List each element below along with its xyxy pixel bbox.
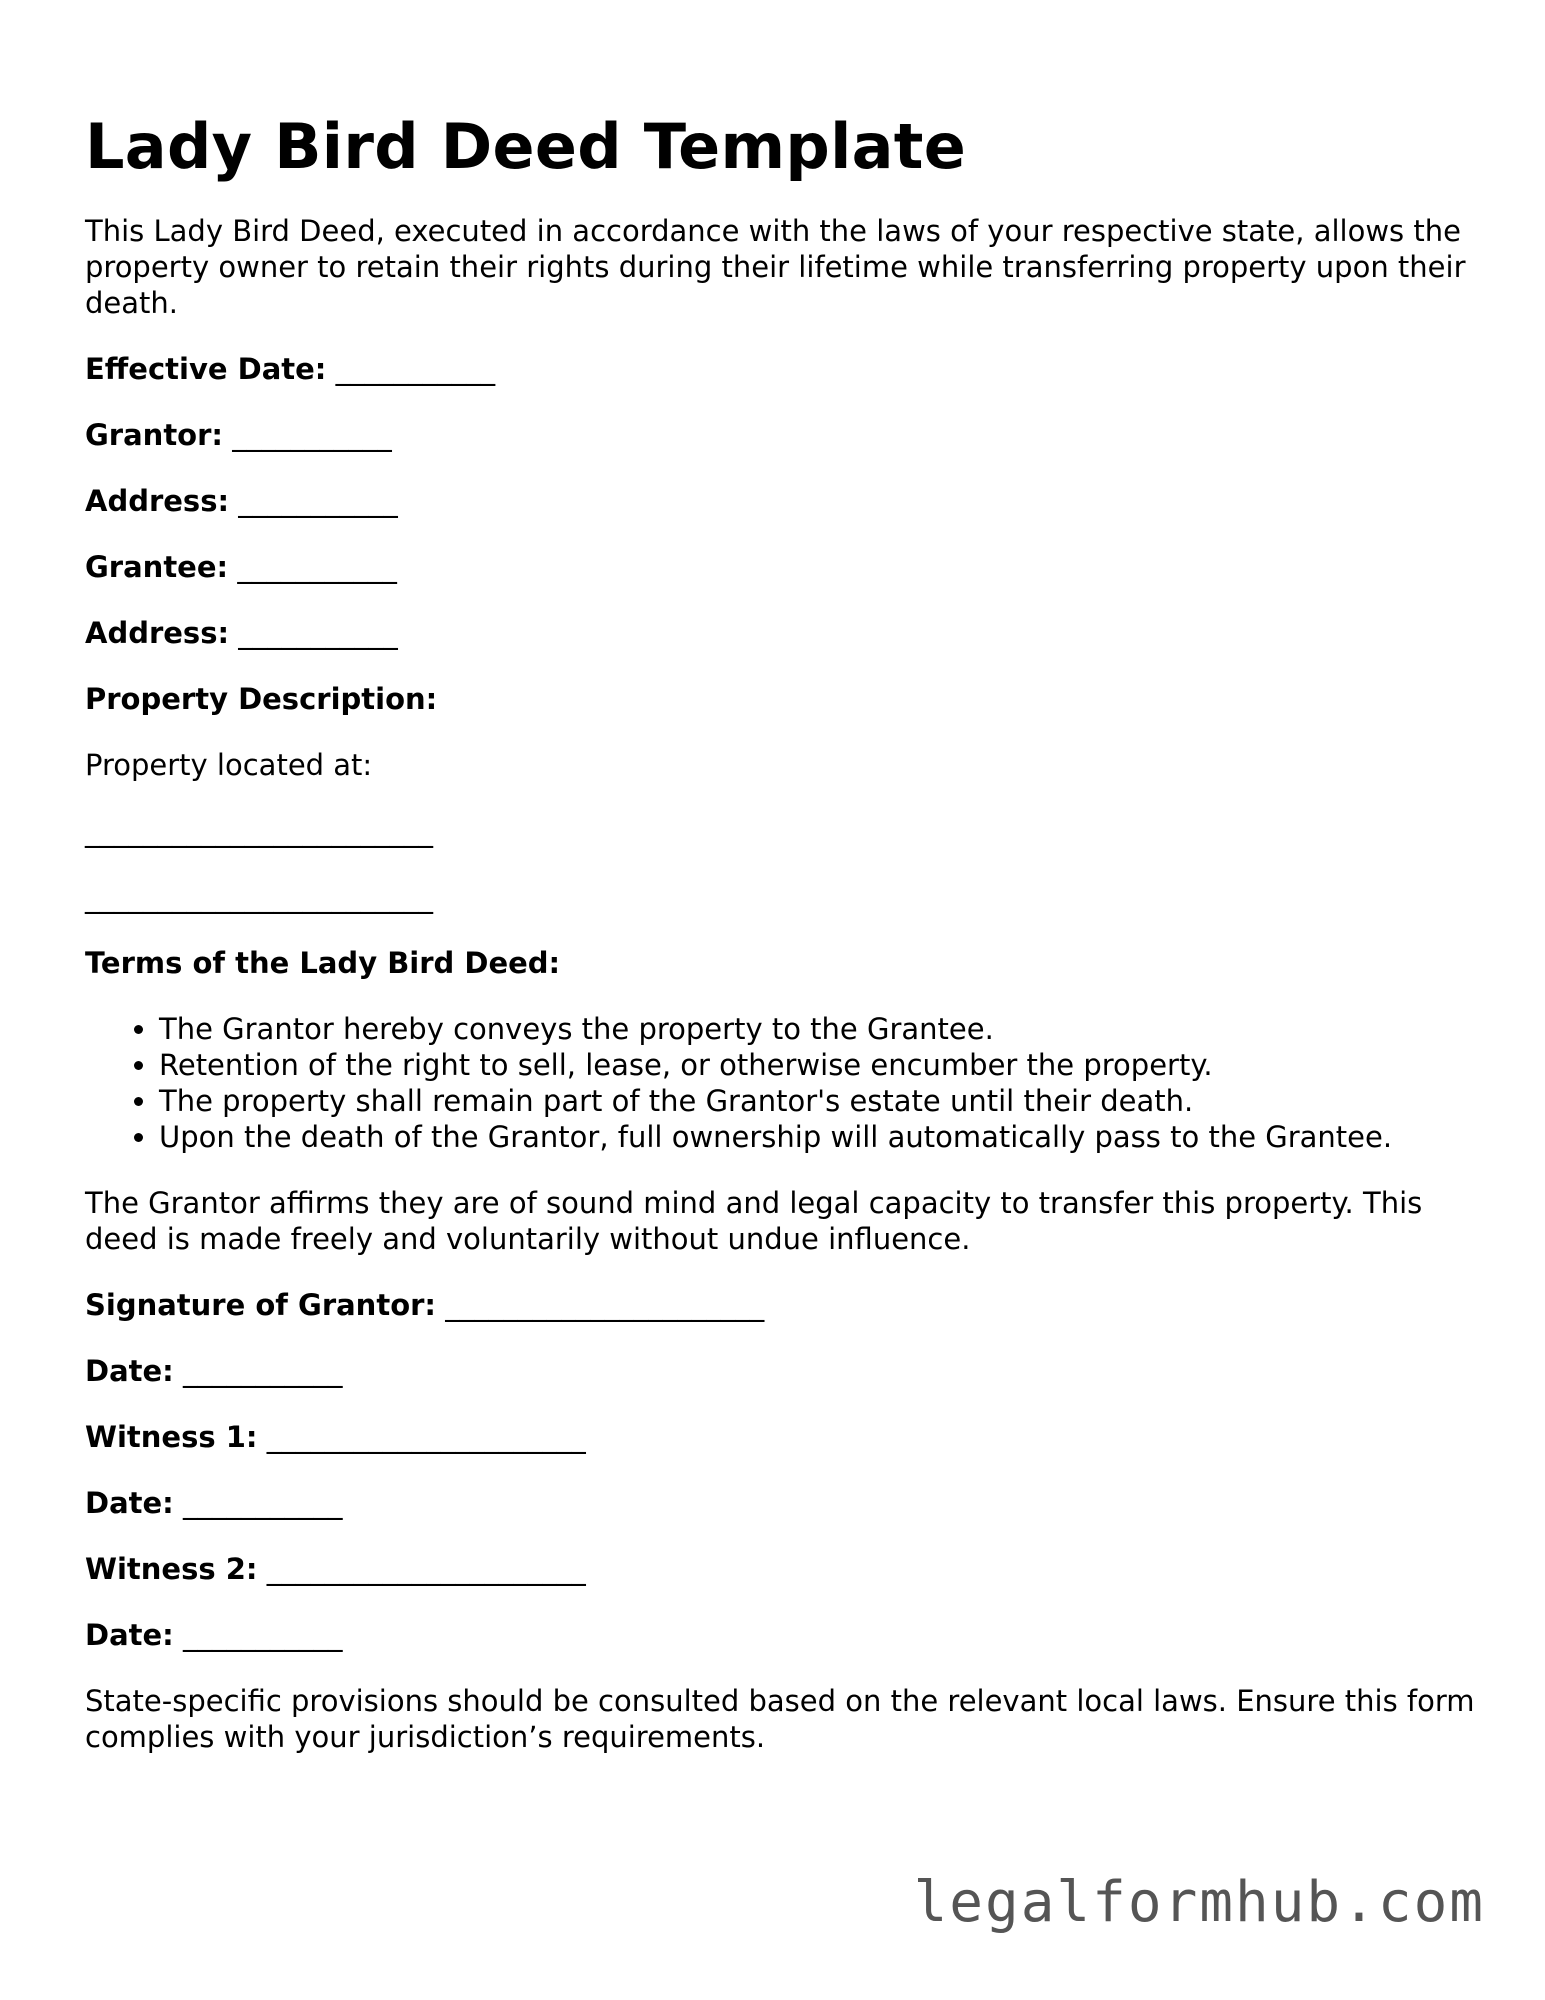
blank-line[interactable]: ___________: [183, 1618, 343, 1652]
blank-line[interactable]: ___________: [335, 352, 496, 386]
grantor-signature-field: [85, 1287, 1475, 1323]
grantor-field: [85, 417, 1475, 453]
field-label: Address:: [85, 616, 230, 650]
witness-1-field: [85, 1419, 1475, 1455]
list-item: • Upon the death of the Grantor, full ownership will automatically pass to the Grantee.: [159, 1119, 1475, 1155]
property-located-text: Property located at:: [85, 748, 373, 782]
blank-line[interactable]: ___________: [232, 418, 392, 452]
field-label: Date:: [85, 1618, 174, 1652]
affirmation-paragraph: The Grantor affirms they are of sound mind and legal capacity to transfer this property. This deed is made freely and voluntarily without undue influence.: [85, 1186, 1423, 1256]
grantee-address-field: [85, 615, 1475, 651]
blank-line[interactable]: ___________: [238, 616, 398, 650]
watermark: legalformhub.com: [913, 1870, 1485, 1935]
blank-line[interactable]: ___________: [237, 550, 397, 584]
property-blank-line-2[interactable]: ________________________: [85, 880, 433, 914]
field-label: Date:: [85, 1354, 174, 1388]
witness-2-date-field: [85, 1617, 1475, 1653]
blank-line[interactable]: ___________: [183, 1354, 343, 1388]
terms-heading: Terms of the Lady Bird Deed:: [85, 946, 561, 980]
blank-line[interactable]: ______________________: [266, 1420, 586, 1454]
grantee-field: [85, 549, 1475, 585]
intro-paragraph: This Lady Bird Deed, executed in accordance with the laws of your respective state, allows the property owner to retain their rights during their lifetime while transferring property upon their death.: [85, 214, 1466, 320]
grantor-address-field: [85, 483, 1475, 519]
field-label: Grantee:: [85, 550, 229, 584]
property-description-heading: Property Description:: [85, 682, 438, 716]
closing-paragraph: State-specific provisions should be consulted based on the relevant local laws. Ensure this form complies with your jurisdiction’s requirements.: [85, 1684, 1475, 1754]
field-label: Signature of Grantor:: [85, 1288, 437, 1322]
witness-1-date-field: [85, 1485, 1475, 1521]
field-label: Witness 2:: [85, 1552, 258, 1586]
list-item: • The Grantor hereby conveys the property to the Grantee.: [159, 1011, 1475, 1047]
blank-line[interactable]: ______________________: [445, 1288, 765, 1322]
field-label: Date:: [85, 1486, 174, 1520]
witness-2-field: [85, 1551, 1475, 1587]
field-label: Witness 1:: [85, 1420, 258, 1454]
blank-line[interactable]: ___________: [238, 484, 398, 518]
list-item: • The property shall remain part of the Grantor's estate until their death.: [159, 1083, 1475, 1119]
blank-line[interactable]: ______________________: [266, 1552, 586, 1586]
field-label: Grantor:: [85, 418, 224, 452]
terms-list: [85, 1011, 1475, 1155]
property-blank-line-1[interactable]: ________________________: [85, 814, 433, 848]
field-label: Address:: [85, 484, 230, 518]
effective-date-field: [85, 351, 1475, 387]
list-item: • Retention of the right to sell, lease, or otherwise encumber the property.: [159, 1047, 1475, 1083]
page-title: Lady Bird Deed Template: [85, 110, 967, 183]
grantor-date-field: [85, 1353, 1475, 1389]
blank-line[interactable]: ___________: [183, 1486, 343, 1520]
document-page: [85, 105, 1475, 1785]
field-label: Effective Date:: [85, 352, 327, 386]
